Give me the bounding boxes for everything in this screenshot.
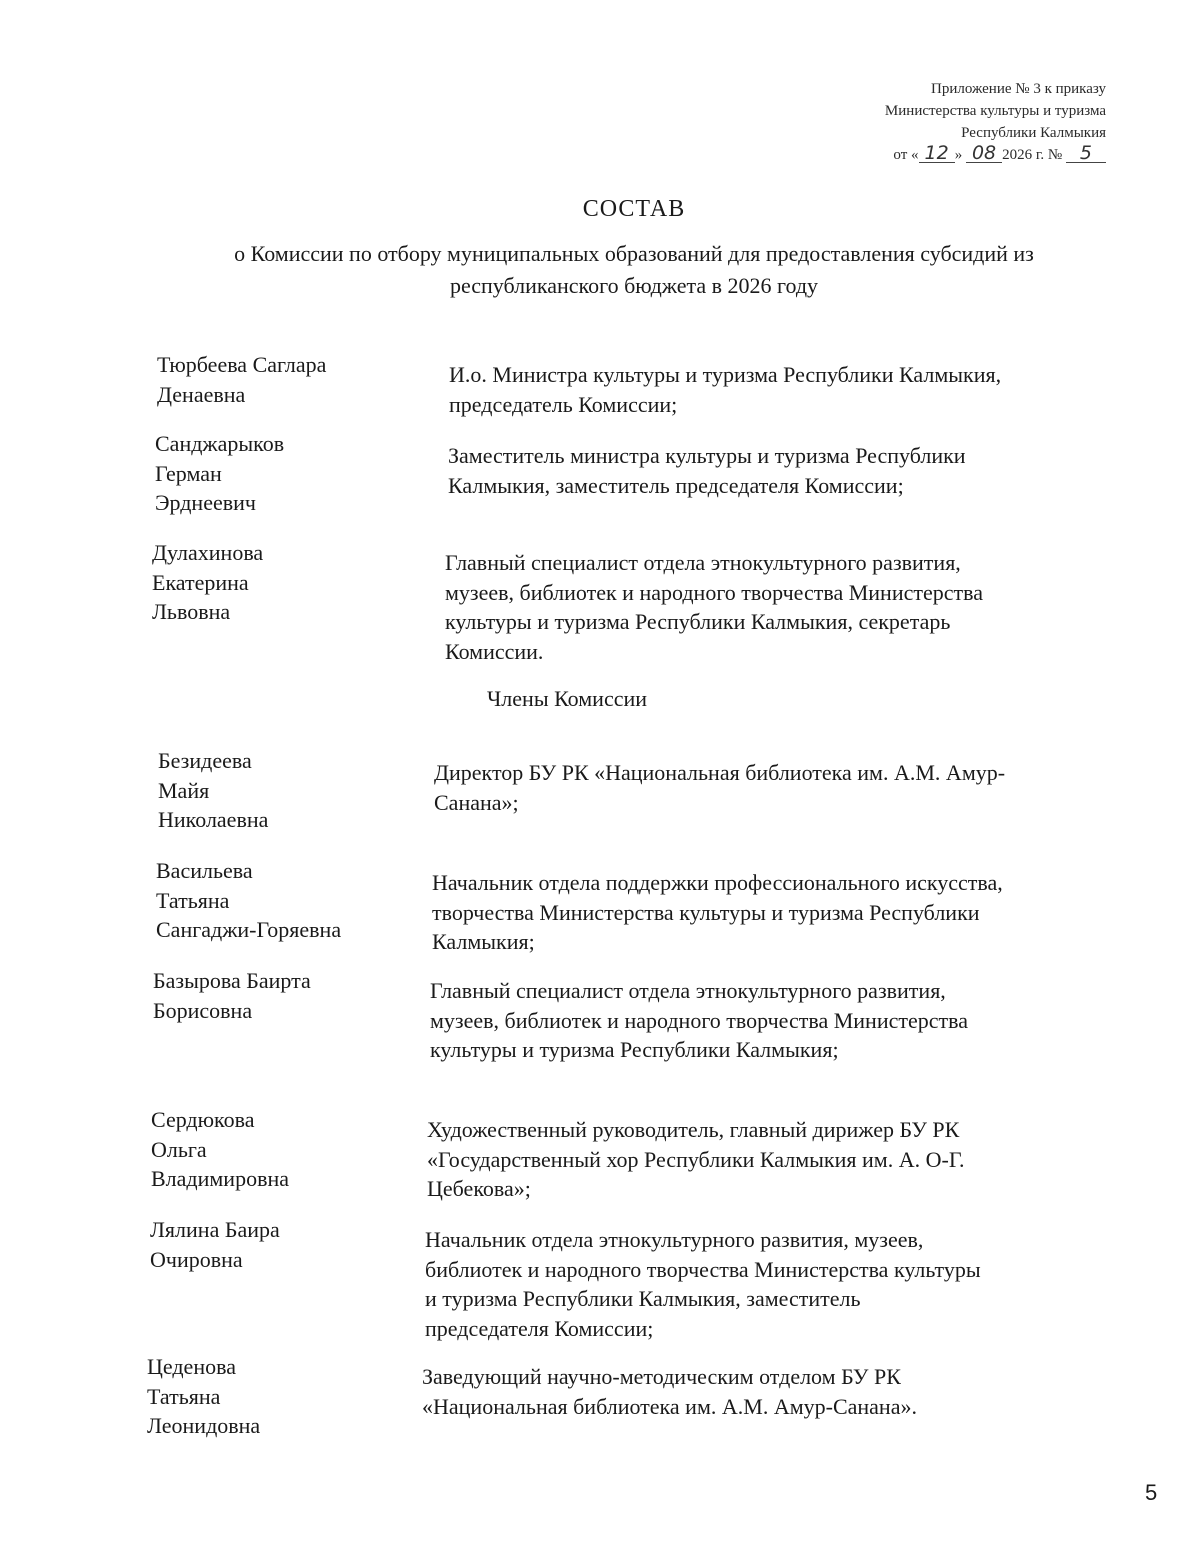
member-role: Начальник отдела этнокультурного развития, музеев, библиотек и народного творчества Министерства культуры и туризма Республики Калмыкия, заместитель председателя Комиссии; bbox=[425, 1227, 981, 1341]
appendix-header bbox=[885, 78, 1106, 166]
page-number: 5 bbox=[1145, 1480, 1158, 1505]
member-name: Санджарыков Герман Эрднеевич bbox=[155, 431, 285, 515]
date-prefix: от « bbox=[893, 147, 919, 163]
member-name: Тюрбеева Саглара Денаевна bbox=[157, 352, 327, 407]
member-role: Заместитель министра культуры и туризма Республики Калмыкия, заместитель председателя Комиссии; bbox=[448, 443, 966, 498]
member-role: Заведующий научно-методическим отделом БУ РК «Национальная библиотека им. А.М. Амур-Санана». bbox=[422, 1364, 917, 1419]
member-name: Васильева Татьяна Сангаджи-Горяевна bbox=[156, 858, 342, 942]
member-name: Цеденова Татьяна Леонидовна bbox=[147, 1354, 261, 1438]
member-role: Художественный руководитель, главный дирижер БУ РК «Государственный хор Республики Калмыкия им. А. О-Г. Цебекова»; bbox=[427, 1117, 965, 1201]
appendix-line-1: Приложение № 3 к приказу bbox=[931, 81, 1106, 97]
member-name: Дулахинова Екатерина Львовна bbox=[152, 540, 264, 624]
member-role: Начальник отдела поддержки профессионального искусства, творчества Министерства культуры и туризма Республики Калмыкия; bbox=[432, 870, 1003, 954]
document-title: СОСТАВ bbox=[582, 196, 686, 222]
member-name: Базырова Баирта Борисовна bbox=[153, 968, 311, 1023]
member-name: Безидеева Майя Николаевна bbox=[158, 748, 269, 832]
member-role: Главный специалист отдела этнокультурного развития, музеев, библиотек и народного творчества Министерства культуры и туризма Республики Калмыкия, секретарь Комиссии. bbox=[445, 550, 983, 664]
members-heading: Члены Комиссии bbox=[487, 686, 648, 711]
date-year: 2026 г. № bbox=[1002, 147, 1063, 163]
document-subtitle: о Комиссии по отбору муниципальных образований для предоставления субсидий из республиканского бюджета в 2026 году bbox=[234, 241, 1034, 298]
member-name: Лялина Баира Очировна bbox=[150, 1217, 280, 1272]
date-day-handwritten: 12 bbox=[919, 144, 955, 163]
member-name: Сердюкова Ольга Владимировна bbox=[151, 1107, 290, 1191]
appendix-date-line bbox=[885, 144, 1106, 166]
order-number-handwritten: 5 bbox=[1066, 144, 1106, 163]
member-role: И.о. Министра культуры и туризма Республики Калмыкия, председатель Комиссии; bbox=[449, 362, 1002, 417]
appendix-line-2: Министерства культуры и туризма bbox=[884, 103, 1106, 119]
member-role: Директор БУ РК «Национальная библиотека им. А.М. Амур-Санана»; bbox=[434, 760, 1006, 815]
member-role: Главный специалист отдела этнокультурного развития, музеев, библиотек и народного творчества Министерства культуры и туризма Республики Калмыкия; bbox=[430, 978, 968, 1062]
date-mid: » bbox=[954, 147, 963, 163]
date-month-handwritten: 08 bbox=[966, 144, 1002, 163]
appendix-line-3: Республики Калмыкия bbox=[961, 125, 1106, 141]
